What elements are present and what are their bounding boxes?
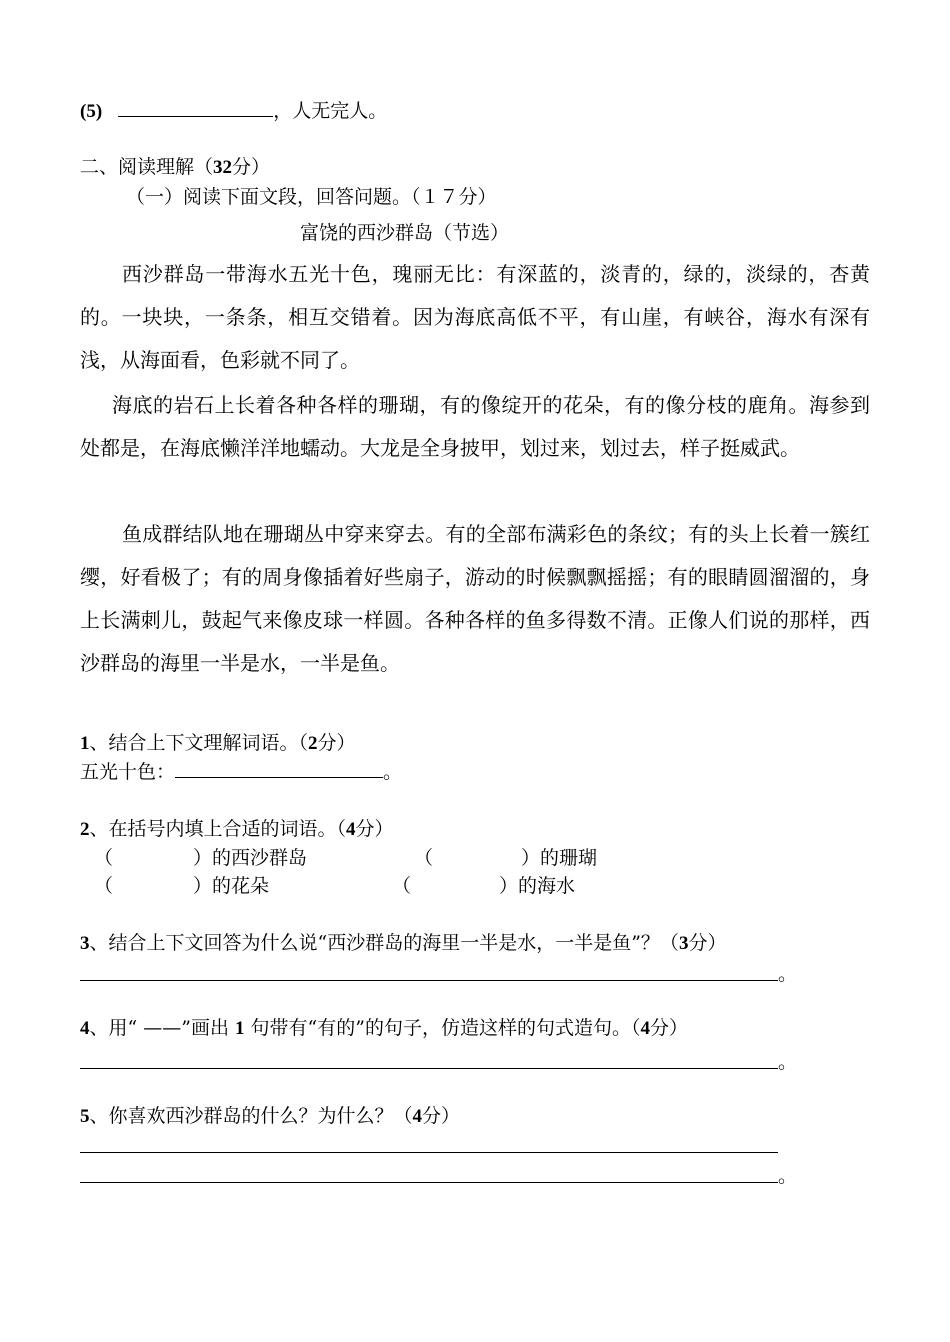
question-5: 5、你喜欢西沙群岛的什么？为什么？（4分） [80, 1105, 461, 1127]
question-1: 1、结合上下文理解词语。（2分） [80, 732, 356, 754]
passage-paragraph-3: 鱼成群结队地在珊瑚丛中穿来穿去。有的全部布满彩色的条纹；有的头上长着一簇红缨，好看极了；有的周身像插着好些扇子，游动的时候飘飘摇摇；有的眼睛圆溜溜的，身上长满刺儿，鼓起气来像皮球一样圆。各种各样的鱼多得数不清。正像人们说的那样，西沙群岛的海里一半是水，一半是鱼。 [80, 522, 870, 675]
question-4: 4、用“ ——”画出 1 句带有“有的”的句子，仿造这样的句式造句。（4分） [80, 1017, 688, 1039]
question-2: 2、在括号内填上合适的词语。（4分） [80, 818, 394, 840]
q3-period: 。 [778, 963, 798, 985]
passage-paragraph-1: 西沙群岛一带海水五光十色，瑰丽无比：有深蓝的，淡青的，绿的，淡绿的，杏黄的。一块块，一条条，相互交错着。因为海底高低不平，有山崖，有峡谷，海水有深有浅，从海面看，色彩就不同了。 [80, 262, 870, 372]
q2-blank-1[interactable]: （ ）的西沙群岛 [94, 847, 308, 869]
subsection-heading: （一）阅读下面文段，回答问题。（１７分） [126, 186, 497, 208]
q2-blank-4[interactable]: （ ）的海水 [392, 875, 576, 897]
passage-title: 富饶的西沙群岛（节选） [300, 222, 510, 244]
q2-blank-3[interactable]: （ ）的花朵 [94, 875, 270, 897]
passage-paragraph-2: 海底的岩石上长着各种各样的珊瑚，有的像绽开的花朵，有的像分枝的鹿角。海参到处都是，在海底懒洋洋地蠕动。大龙是全身披甲，划过来，划过去，样子挺威武。 [80, 393, 870, 460]
item-number: (5) [80, 101, 103, 122]
q1-answer-line: 五光十色： 。 [80, 761, 403, 783]
q4-period: 。 [778, 1051, 798, 1073]
section-heading: 二、阅读理解（32分） [80, 156, 271, 178]
item-tail: ，人无完人。 [273, 100, 388, 122]
q1-answer-blank[interactable] [175, 761, 383, 778]
q2-blank-2[interactable]: （ ）的珊瑚 [414, 847, 598, 869]
q5-period: 。 [778, 1165, 798, 1187]
fill-item-5 [80, 99, 387, 124]
question-3: 3、结合上下文回答为什么说“西沙群岛的海里一半是水，一半是鱼”？（3分） [80, 932, 727, 954]
q3-answer-line[interactable] [80, 980, 778, 981]
q4-answer-line[interactable] [80, 1068, 778, 1069]
q5-answer-line-2[interactable] [80, 1182, 778, 1183]
answer-blank[interactable] [118, 100, 273, 117]
q5-answer-line-1[interactable] [80, 1152, 778, 1153]
